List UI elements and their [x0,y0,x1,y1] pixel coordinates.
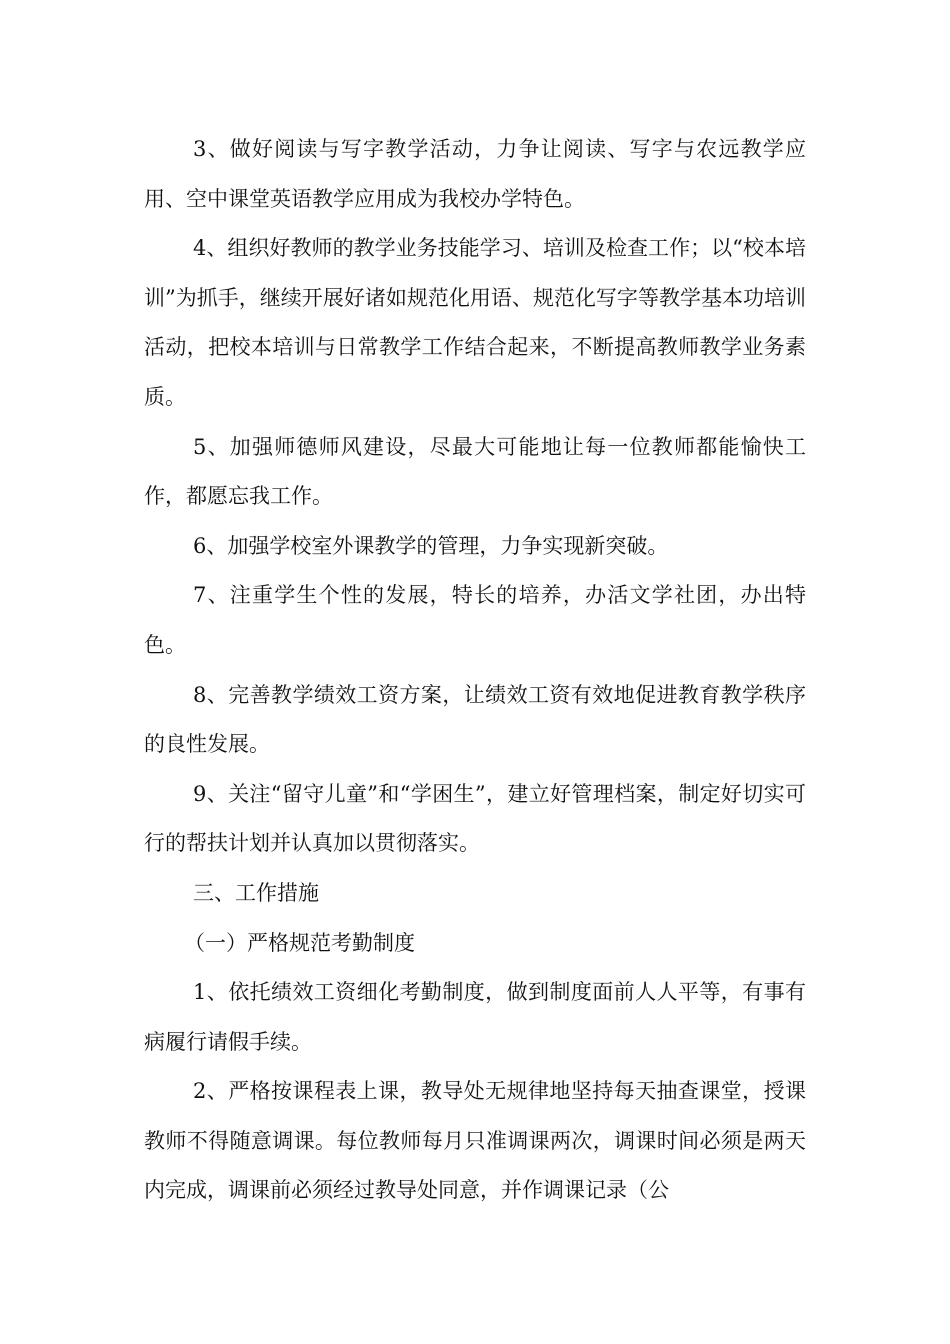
document-body [144,125,806,1216]
paragraph-item-5: 5、加强师德师风建设，尽最大可能地让每一位教师都能愉快工作，都愿忘我工作。 [144,434,806,509]
paragraph-item-8: 8、完善教学绩效工资方案，让绩效工资有效地促进教育教学秩序的良性发展。 [144,682,806,757]
paragraph-item-3: 3、做好阅读与写字教学活动，力争让阅读、写字与农远教学应用、空中课堂英语教学应用成为我校办学特色。 [144,137,806,211]
subsection-heading: （一）严格规范考勤制度 [184,930,415,955]
paragraph-item-7: 7、注重学生个性的发展，特长的培养，办活文学社团，办出特色。 [144,583,806,657]
section-heading: 三、工作措施 [193,880,319,905]
paragraph-item-4: 4、组织好教师的教学业务技能学习、培训及检查工作；以“校本培训”为抓手，继续开展好诸如规范化用语、规范化写字等教学基本功培训活动，把校本培训与日常教学工作结合起来，不断提高教师教学业务素质。 [144,236,806,409]
measure-item-1: 1、依托绩效工资细化考勤制度，做到制度面前人人平等，有事有病履行请假手续。 [144,980,806,1054]
measure-item-2: 2、严格按课程表上课，教导处无规律地坚持每天抽查课堂，授课教师不得随意调课。每位教师每月只准调课两次，调课时间必须是两天内完成，调课前必须经过教导处同意，并作调课记录（公 [144,1079,806,1203]
paragraph-item-6: 6、加强学校室外课教学的管理，力争实现新突破。 [193,533,669,558]
paragraph-item-9: 9、关注“留守儿童”和“学困生”，建立好管理档案，制定好切实可行的帮扶计划并认真加以贯彻落实。 [144,781,806,856]
